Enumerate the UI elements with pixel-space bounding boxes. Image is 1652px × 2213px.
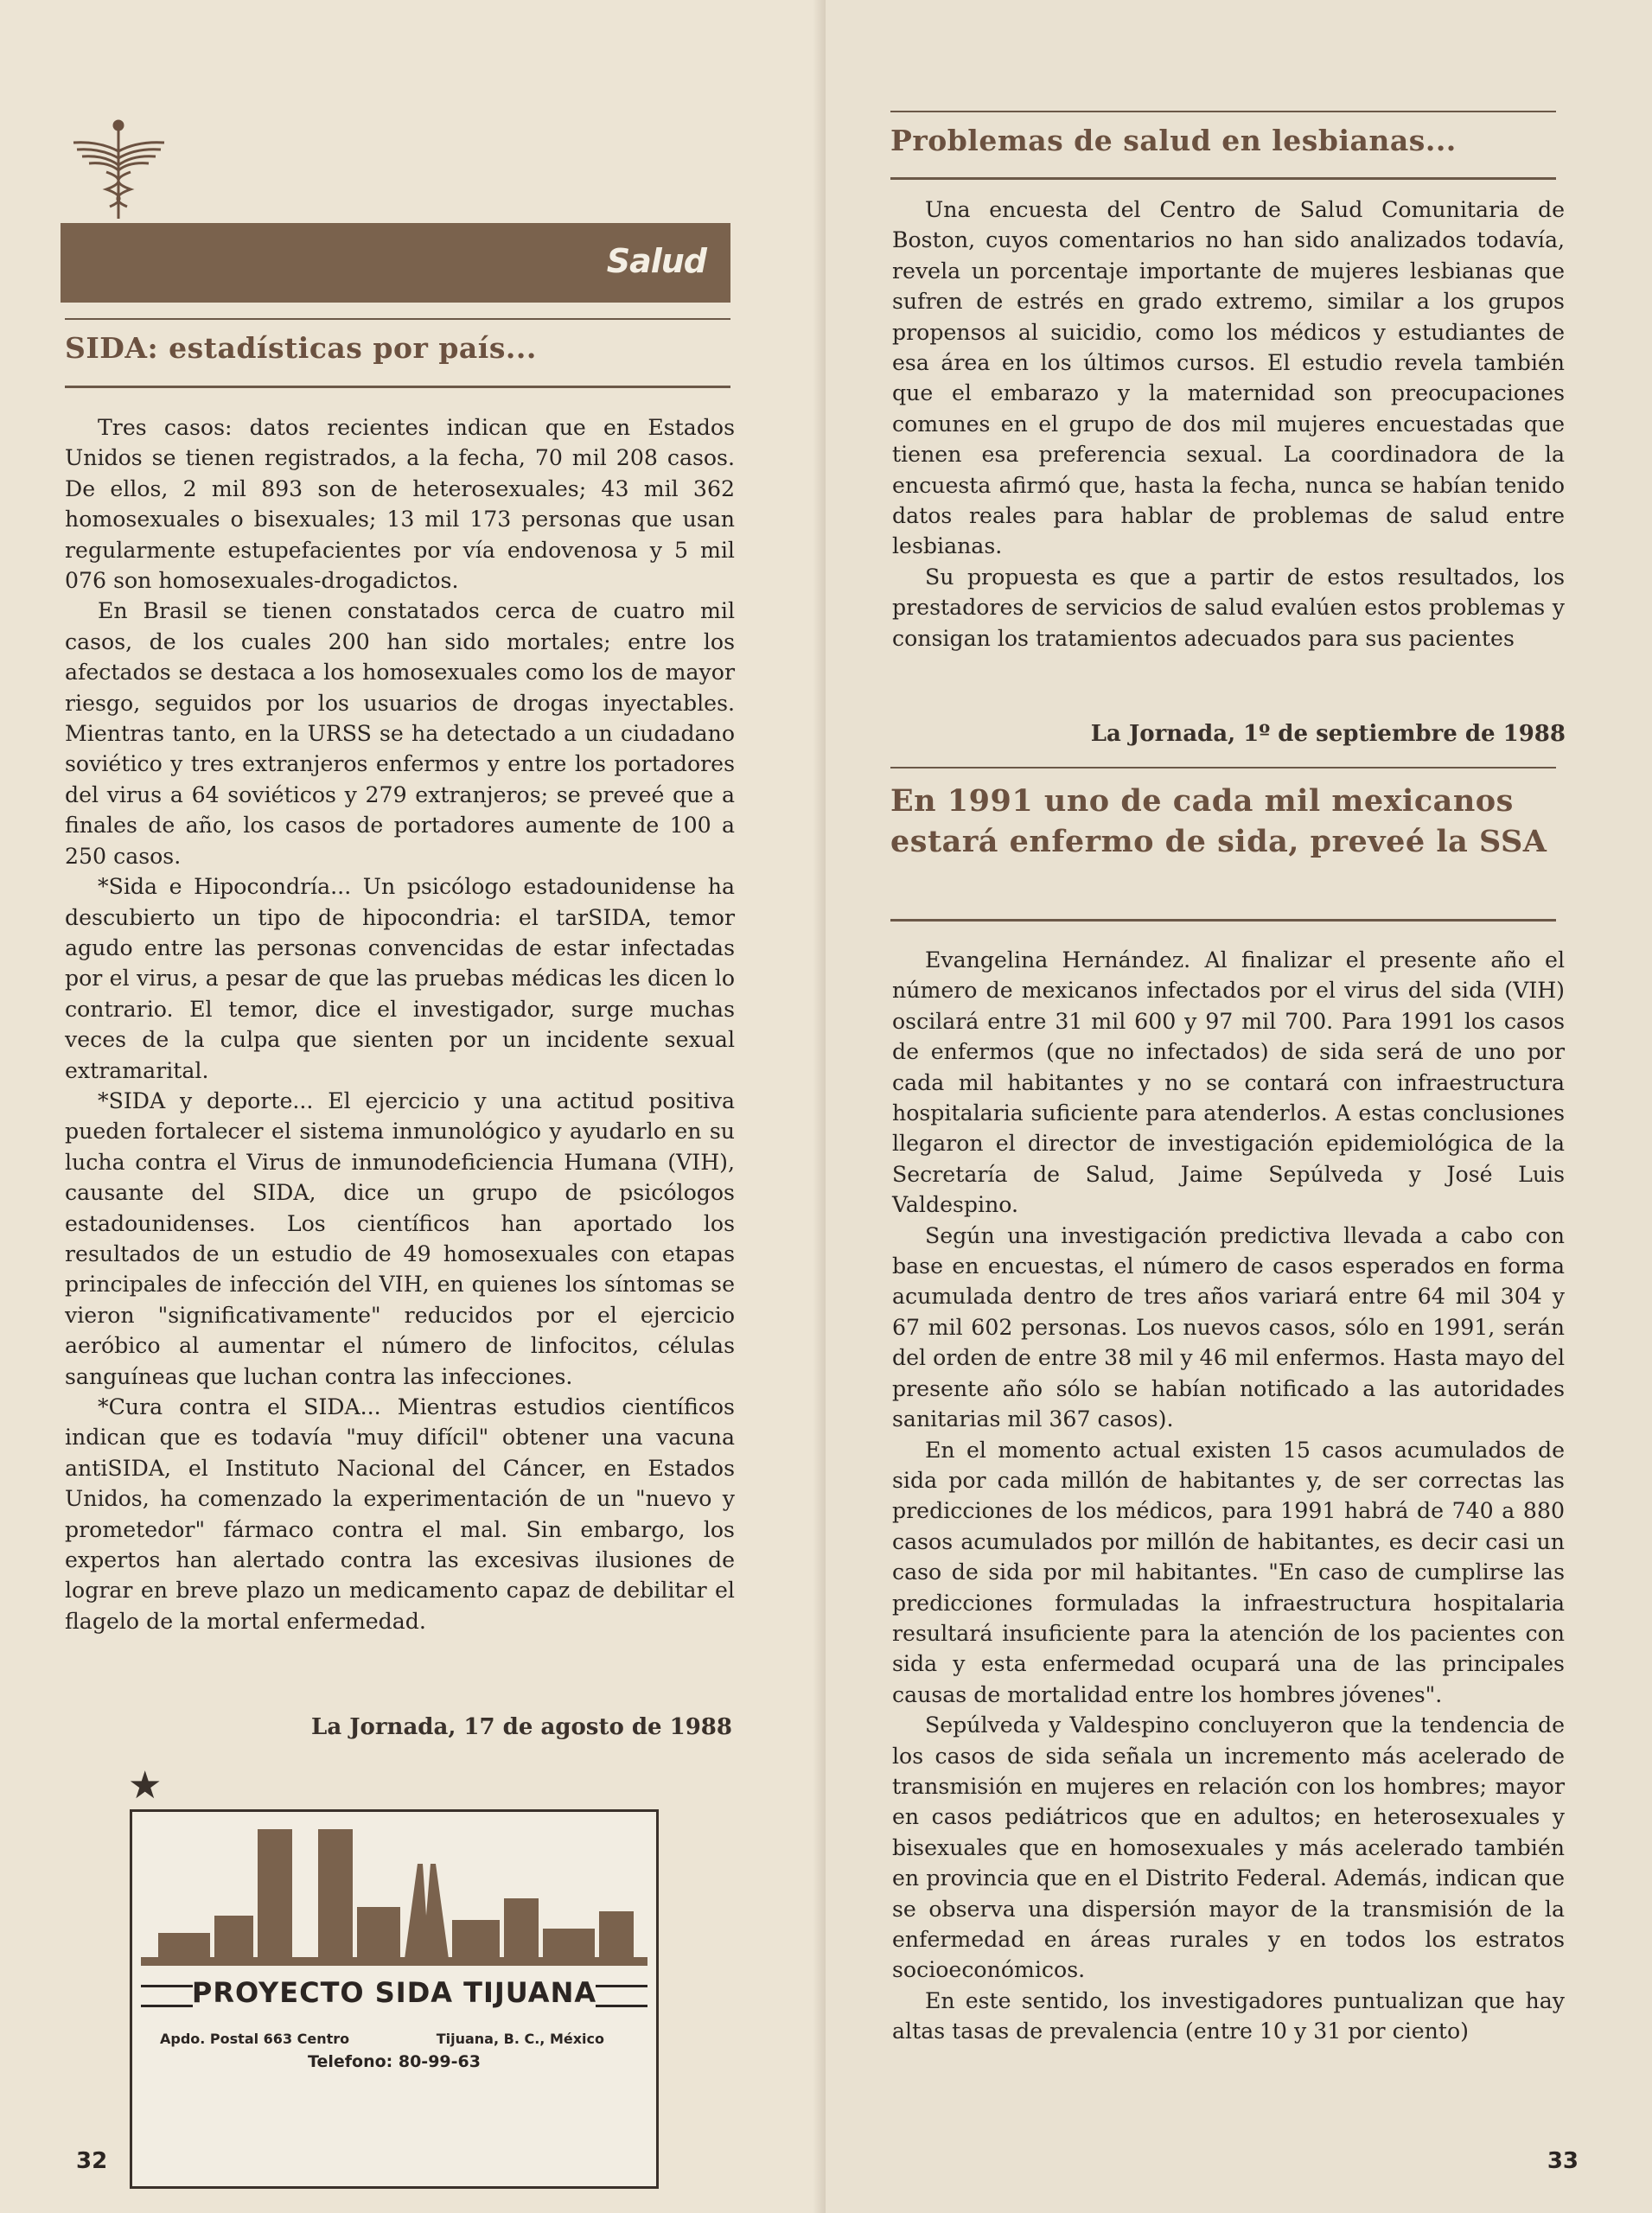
paragraph: *SIDA y deporte... El ejercicio y una actitud positiva pueden fortalecer el sistema inmunológico y ayudarlo en su lucha contra el Virus de inmunodeficiencia Humana (VIH), causante del SIDA, dice un grupo de psicólogos estadounidenses. Los científicos han aportado los resultados de un estudio de 49 homosexuales con etapas principales de infección del VIH, en quienes los síntomas se vieron "significativamente" reducidos por el ejercicio aeróbico al aumentar el número de linfocitos, células sanguíneas que luchan contra las infecciones. (65, 1087, 735, 1389)
headline-rule-bottom (890, 919, 1556, 922)
headline-lesbianas: Problemas de salud en lesbianas... (890, 124, 1457, 157)
paragraph: *Cura contra el SIDA... Mientras estudios científicos indican que es todavía "muy difícil" obtener una vacuna antiSIDA, el Instituto Nacional del Cáncer, en Estados Unidos, ha comenzado la experimentación de un "nuevo y prometedor" fármaco contra el mal. Sin embargo, los expertos han alertado contra las excesivas ilusiones de lograr en breve plazo un medicamento capaz de debilitar el flagelo de la mortal enfermedad. (65, 1394, 735, 1634)
section-banner (61, 223, 730, 303)
paragraph: Su propuesta es que a partir de estos resultados, los prestadores de servicios de salud evalúen estos problemas y consigan los tratamientos adecuados para sus pacientes (892, 564, 1565, 651)
paragraph: Sepúlveda y Valdespino concluyeron que la tendencia de los casos de sida señala un incremento más acelerado de transmisión en mujeres en relación con los hombres; mayor en casos pediátricos que en adultos; en heterosexuales y bisexuales que en homosexuales y más acelerado también en provincia que en el Distrito Federal. Además, indican que se observa una dispersión mayor de la transmisión de la enfermedad en áreas rurales y en todos los estratos socioeconómicos. (892, 1712, 1565, 1983)
article-body-ssa (892, 945, 1565, 2047)
page-number-left: 32 (76, 2148, 108, 2174)
paragraph: En Brasil se tienen constatados cerca de cuatro mil casos, de los cuales 200 han sido mortales; entre los afectados se destaca a los homosexuales como los de mayor riesgo, seguidos por los usuarios de drogas inyectables. Mientras tanto, en la URSS se ha detectado a un ciudadano soviético y tres extranjeros enfermos y entre los portadores del virus a 64 soviéticos y 279 extranjeros; se preveé que a finales de año, los casos de portadores aumente de 100 a 250 casos. (65, 598, 735, 869)
article-body-lesbianas (892, 195, 1565, 654)
headline-ssa: En 1991 uno de cada mil mexicanos estará enfermo de sida, preveé la SSA (890, 783, 1547, 859)
article-body-left (65, 412, 735, 1636)
headline-rule-bottom (890, 177, 1556, 180)
headline-rule-top (890, 111, 1556, 112)
paragraph: Evangelina Hernández. Al finalizar el presente año el número de mexicanos infectados por el virus del sida (VIH) oscilará entre 31 mil 600 y 97 mil 700. Para 1991 los casos de enfermos (que no infectados) de sida será de uno por cada mil habitantes y no se contará con infraestructura hospitalaria suficiente para atenderlos. A estas conclusiones llegaron el director de investigación epidemiológica de la Secretaría de Salud, Jaime Sepúlveda y José Luis Valdespino. (892, 947, 1565, 1218)
paragraph: *Sida e Hipocondría... Un psicólogo estadounidense ha descubierto un tipo de hipocondria: el tarSIDA, temor agudo entre las personas convencidas de estar infectadas por el virus, a pesar de que las pruebas médicas les dicen lo contrario. El temor, dice el investigador, surge muchas veces de la culpa que sienten por un incidente sexual extramarital. (65, 874, 735, 1083)
ad-address-right: Tijuana, B. C., México (436, 2031, 604, 2047)
caduceus-icon (65, 117, 173, 220)
paragraph: Según una investigación predictiva llevada a cabo con base en encuestas, el número de casos esperados en forma acumulada dentro de tres años variará entre 64 mil 304 y 67 mil 602 personas. Los nuevos casos, sólo en 1991, serán del orden de entre 38 mil y 46 mil enfermos. Hasta mayo del presente año sólo se habían notificado a las autoridades sanitarias mil 367 casos). (892, 1222, 1565, 1432)
ad-phone: Telefono: 80-99-63 (308, 2052, 481, 2071)
headline-rule-top (890, 767, 1556, 768)
paragraph: Una encuesta del Centro de Salud Comunitaria de Boston, cuyos comentarios no han sido analizados todavía, revela un porcentaje importante de mujeres lesbianas que sufren de estrés en grado extremo, similar a los grupos propensos al suicidio, como los médicos y estudiantes de esa área en los últimos cursos. El estudio revela también que el embarazo y la maternidad son preocupaciones comunes en el grupo de dos mil mujeres encuestadas que tienen esa preferencia sexual. La coordinadora de la encuesta afirmó que, hasta la fecha, nunca se habían tenido datos reales para hablar de problemas de salud entre lesbianas. (892, 197, 1565, 559)
city-skyline-icon (132, 1812, 656, 1967)
proyecto-sida-advertisement (130, 1809, 659, 2189)
section-label: Salud (606, 242, 706, 280)
star-icon: ★ (128, 1763, 163, 1808)
headline-sida-estadisticas: SIDA: estadísticas por país... (65, 331, 537, 365)
right-page (826, 0, 1652, 2213)
paragraph: Tres casos: datos recientes indican que en Estados Unidos se tienen registrados, a la fecha, 70 mil 208 casos. De ellos, 2 mil 893 son de heterosexuales; 43 mil 362 homosexuales o bisexuales; 13 mil 173 personas que usan regularmente estupefacientes por vía endovenosa y 5 mil 076 son homosexuales-drogadictos. (65, 415, 735, 594)
ad-title: PROYECTO SIDA TIJUANA (191, 1976, 597, 2009)
page-number-right: 33 (1547, 2148, 1579, 2174)
paragraph: En el momento actual existen 15 casos acumulados de sida por cada millón de habitantes y, de ser correctas las predicciones de los médicos, para 1991 habrá de 740 a 880 casos acumulados por millón de habitantes, es decir casi un caso de sida por mil habitantes. "En caso de cumplirse las predicciones formuladas la infraestructura hospitalaria resultará insuficiente para la atención de los pacientes con sida y esta enfermedad ocupará una de las principales causas de mortalidad entre los hombres jóvenes". (892, 1437, 1565, 1707)
source-citation: La Jornada, 17 de agosto de 1988 (311, 1714, 732, 1740)
source-citation: La Jornada, 1º de septiembre de 1988 (1090, 721, 1566, 747)
ad-address-left: Apdo. Postal 663 Centro (160, 2031, 350, 2047)
headline-rule-top (65, 318, 730, 320)
paragraph: En este sentido, los investigadores puntualizan que hay altas tasas de prevalencia (entre 10 y 31 por ciento) (892, 1987, 1565, 2044)
headline-rule-bottom (65, 386, 730, 388)
